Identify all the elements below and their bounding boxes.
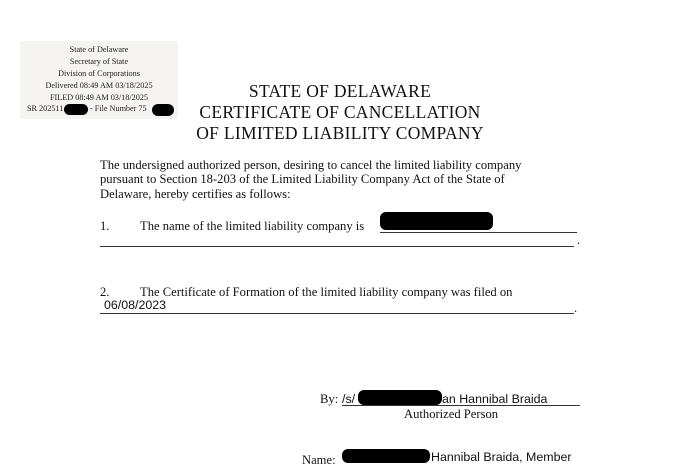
signature-line: [342, 405, 580, 406]
redaction-signature: [358, 390, 442, 405]
intro-line-1: The undersigned authorized person, desiring to cancel the limited liability company: [100, 158, 522, 172]
item-1-text: The name of the limited liability company is: [140, 219, 365, 233]
name-value: Hannibal Braida, Member: [431, 450, 572, 464]
intro-paragraph: [100, 158, 580, 201]
intro-line-3: Delaware, hereby certifies as follows:: [100, 186, 291, 201]
title-line-3: OF LIMITED LIABILITY COMPANY: [196, 123, 484, 143]
company-name-line: [380, 232, 577, 233]
item-2-text: The Certificate of Formation of the limited liability company was filed on: [140, 285, 513, 299]
item-1-period: .: [577, 233, 581, 247]
redaction-name: [342, 449, 430, 463]
stamp-state: State of Delaware: [69, 45, 129, 54]
signature-name: an Hannibal Braida: [442, 392, 548, 406]
stamp-filed: FILED 08:49 AM 03/18/2025: [49, 93, 149, 102]
by-label: By:: [320, 392, 339, 406]
title-line-1: STATE OF DELAWARE: [248, 81, 432, 101]
item-2-period: .: [574, 301, 578, 315]
formation-date: 06/08/2023: [104, 298, 167, 312]
item-2-number: 2.: [100, 285, 110, 299]
item-1-number: 1.: [100, 219, 110, 233]
title-line-2: CERTIFICATE OF CANCELLATION: [199, 102, 481, 122]
authorized-person-label: Authorized Person: [404, 407, 499, 421]
stamp-division: Division of Corporations: [58, 69, 140, 78]
stamp-file-number: - File Number 75: [90, 104, 147, 113]
stamp-delivered: Delivered 08:49 AM 03/18/2025: [45, 81, 153, 90]
name-label: Name:: [302, 453, 336, 467]
intro-line-2: pursuant to Section 18-203 of the Limited Liability Company Act of the State of: [100, 172, 505, 187]
stamp-secretary: Secretary of State: [69, 57, 129, 66]
formation-date-line: [100, 313, 574, 314]
redaction-company-name: [380, 212, 493, 230]
company-name-line-2: [100, 246, 574, 247]
signature-prefix: /s/: [342, 392, 356, 406]
stamp-sr-number: SR 202511: [27, 104, 64, 113]
